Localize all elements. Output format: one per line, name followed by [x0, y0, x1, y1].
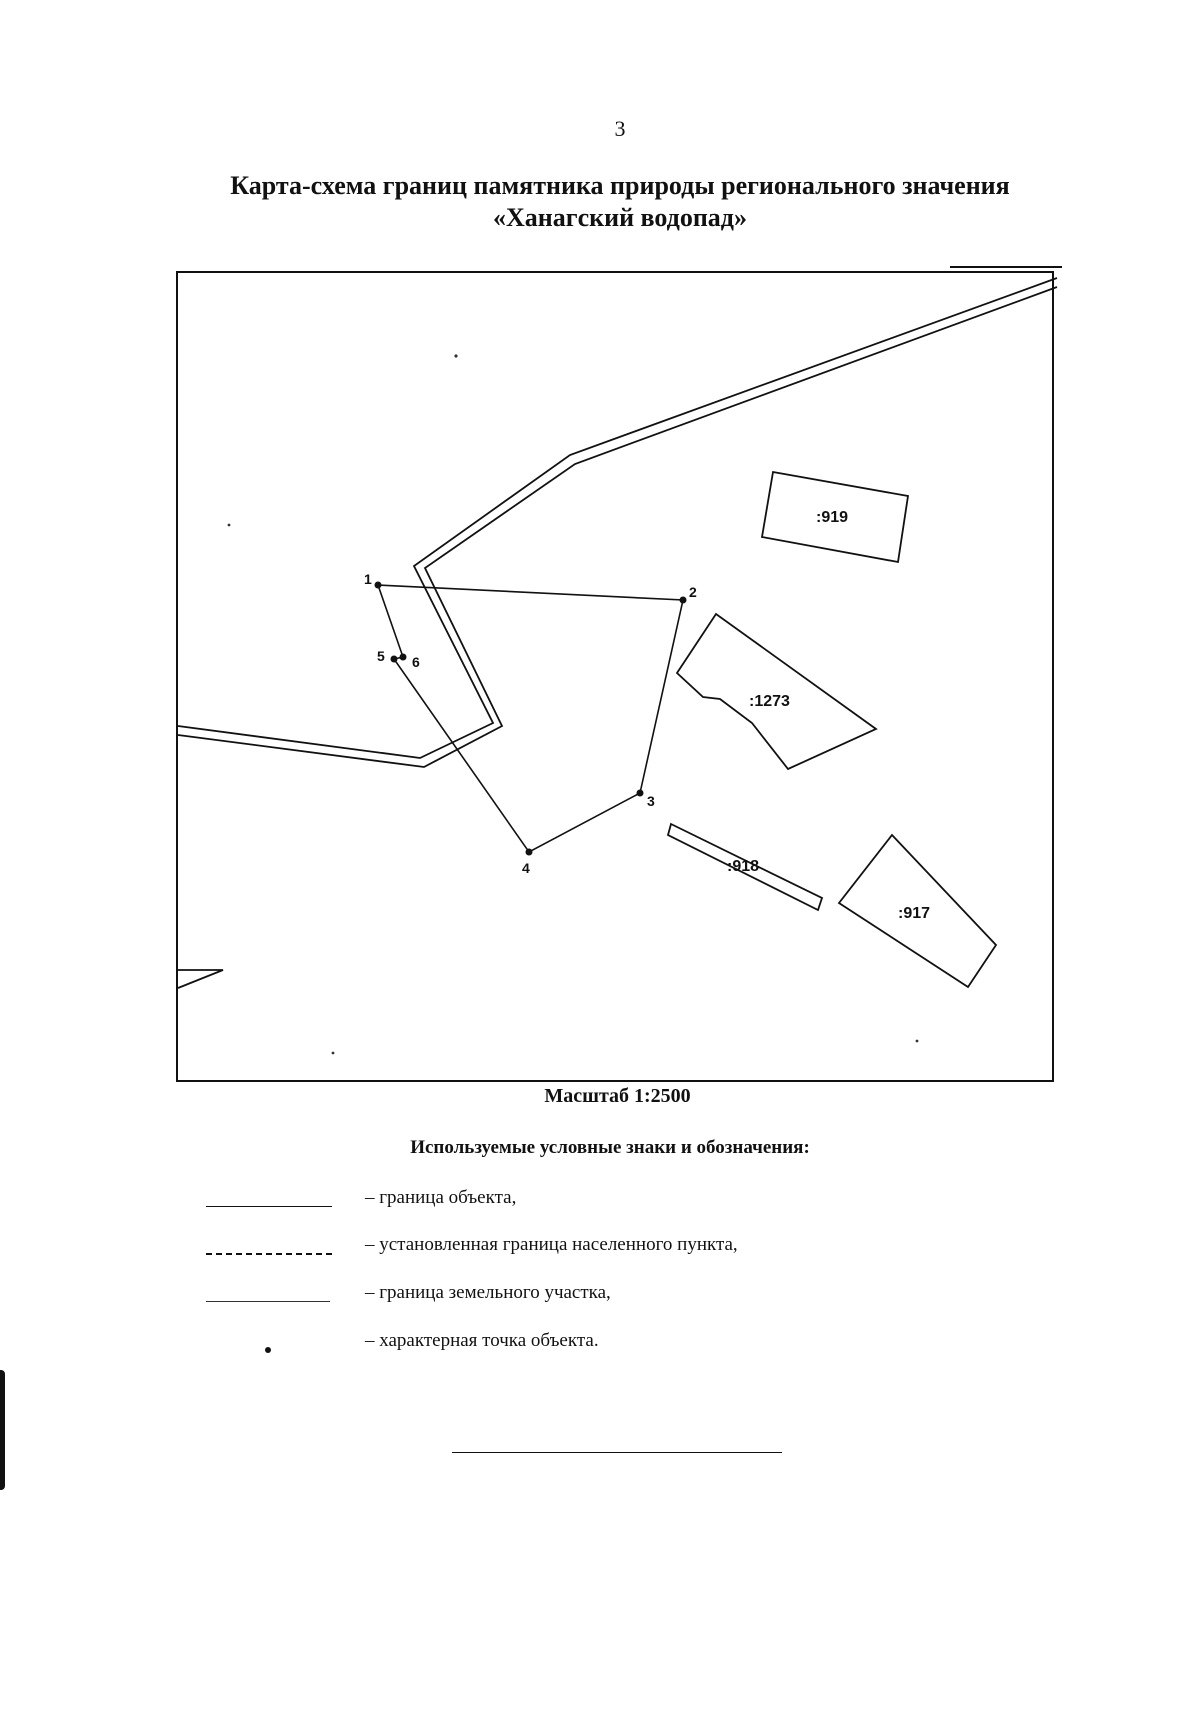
point-5-marker — [391, 656, 398, 663]
point-label-4: 4 — [522, 860, 530, 876]
point-3-marker — [637, 790, 644, 797]
point-label-6: 6 — [412, 654, 420, 670]
point-1-marker — [375, 582, 382, 589]
object-boundary-symbol — [206, 1206, 332, 1207]
legend-item-characteristic-point: – характерная точка объекта. — [365, 1330, 599, 1351]
settlement-boundary — [178, 278, 1057, 767]
land-parcel-symbol — [206, 1301, 330, 1302]
bottom-divider — [452, 1452, 782, 1453]
point-label-5: 5 — [377, 648, 385, 664]
point-label-2: 2 — [689, 584, 697, 600]
point-6-marker — [400, 654, 407, 661]
title-line-1: Карта-схема границ памятника природы регионального значения — [230, 171, 1010, 200]
point-4-marker — [526, 849, 533, 856]
legend-item-land-parcel: – граница земельного участка, — [365, 1282, 611, 1303]
parcel-label-917: :917 — [898, 905, 931, 922]
object-boundary — [378, 585, 683, 852]
characteristic-points — [375, 582, 687, 856]
scale-label: Масштаб 1:2500 — [544, 1085, 691, 1107]
point-label-1: 1 — [364, 571, 372, 587]
land-parcels — [668, 472, 996, 987]
legend-item-settlement-boundary: – установленная граница населенного пункта, — [365, 1234, 738, 1255]
parcel-label-918: :918 — [727, 858, 760, 875]
legend-title: Используемые условные знаки и обозначения: — [410, 1137, 810, 1158]
scan-specks — [228, 354, 919, 1054]
characteristic-point-symbol — [265, 1347, 271, 1353]
left-edge-parcel — [178, 970, 223, 988]
point-2-marker — [680, 597, 687, 604]
point-label-3: 3 — [647, 793, 655, 809]
parcel-label-919: :919 — [816, 509, 849, 526]
parcel-1273-shape — [677, 614, 876, 769]
page-number: 3 — [614, 116, 626, 141]
title-line-2: «Ханагский водопад» — [493, 203, 747, 232]
map-frame — [177, 272, 1053, 1081]
legend-item-object-boundary: – граница объекта, — [365, 1187, 517, 1208]
settlement-boundary-symbol — [206, 1253, 332, 1255]
parcel-label-1273: :1273 — [749, 693, 790, 710]
